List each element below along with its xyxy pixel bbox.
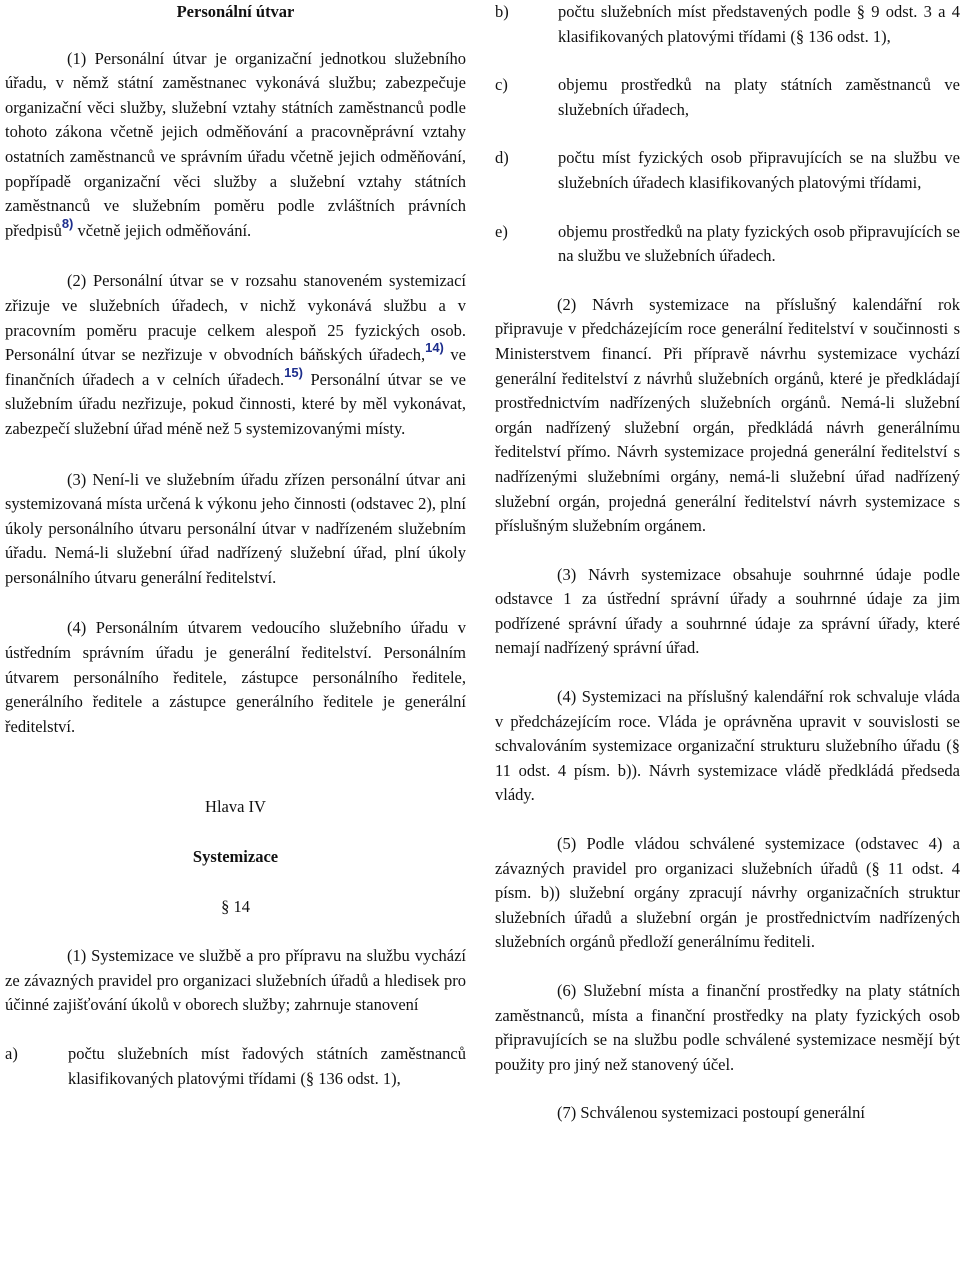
left-column: [5, 0, 466, 1091]
list-item-b-label: b): [495, 2, 509, 21]
paragraph-4: (4) Personálním útvarem vedoucího služebního úřadu v ústředním správním úřadu je generální ředitelství. Personálním útvarem personálního ředitele, zástupce personálního ředitele, generálního ředitele a zástupce generálního ředitele je generální ředitelství.: [5, 618, 466, 736]
paragraph-6-right: (6) Služební místa a finanční prostředky na platy státních zaměstnanců, místa a finanční prostředky na platy fyzických osob připravujících se na službu podle schválené systemizace nesmějí být použity pro jiný než stanovený účel.: [495, 981, 960, 1074]
right-column: [495, 0, 960, 1126]
paragraph-7-right: (7) Schválenou systemizaci postoupí generální: [557, 1103, 865, 1123]
paragraph-2-text-end: Personální útvar se ve služebním úřadu nezřizuje, pokud činnosti, které by měl vykonávat, zabezpečí služební úřad méně než 5 systemizovanými místy.: [5, 369, 466, 438]
list-item-a-text: počtu služebních míst řadových státních zaměstnanců klasifikovaných platovými třídami (§ 136 odst. 1),: [68, 1044, 466, 1088]
list-item-d: [495, 146, 960, 195]
chapter-title: Systemizace: [192, 847, 279, 867]
paragraph-2: [5, 269, 466, 441]
list-item-c: [495, 73, 960, 122]
paragraph-2-right: (2) Návrh systemizace na příslušný kalendářní rok připravuje v předcházejícím roce generální ředitelství v součinnosti s Ministerstvem financí. Při přípravě návrhu systemizace vychází generální ředitelství z návrhů služebních orgánů, které je předkládají prostřednictvím nadřízených služebních orgánů. Nemá-li služební orgán nadřízený služební orgán, předkládá návrh generálnímu ředitelství přímo. Návrh systemizace projedná generální ředitelství s nadřízenými služebními orgány, nemá-li služební úřad nadřízený služební orgán, projedná generální ředitelství návrh systemizace s příslušným služebním orgánem.: [495, 294, 960, 536]
list-item-d-text: počtu míst fyzických osob připravujících se na službu ve služebních úřadech klasifikovaných platovými třídami,: [558, 148, 960, 192]
paragraph-3-right: (3) Návrh systemizace obsahuje souhrnné údaje podle odstavce 1 za ústřední správní úřady a souhrnné údaje za jim podřízené správní úřady a souhrnné údaje za správní úřady, které nemají nadřízený správní úřad.: [495, 564, 960, 658]
list-item-c-text: objemu prostředků na platy státních zaměstnanců ve služebních úřadech,: [558, 75, 960, 119]
paragraph-2-text: (2) Personální útvar se v rozsahu stanoveném systemizací zřizuje ve služebních úřadech, v nichž vykonává službu a v pracovním poměru pracuje celkem alespoň 25 fyzických osob. Personální útvar se nezřizuje v obvodních báňských úřadech,: [5, 271, 466, 365]
list-item-a-label: a): [5, 1044, 18, 1063]
list-item-d-label: d): [495, 148, 509, 168]
list-item-e-text: objemu prostředků na platy fyzických osob připravujících se na službu ve služebních úřadech.: [558, 221, 960, 266]
paragraph-1-text: (1) Personální útvar je organizační jednotkou služebního úřadu, v němž státní zaměstnanec vykonává službu; zabezpečuje organizační věci služby, služební vztahy státních zaměstnanců podle tohoto zákona včetně jejich odměňování a pracovněprávní vztahy ostatních zaměstnanců ve správním úřadu včetně jejich odměňování, popřípadě organizační věci služby a služební vztahy státních zaměstnanců ve služebním poměru podle zvláštních právních předpisů: [5, 48, 466, 240]
paragraph-5-right: (5) Podle vládou schválené systemizace (odstavec 4) a závazných pravidel pro organizaci služebních úřadů (§ 11 odst. 4 písm. b)) služební orgány zpracují návrhy organizačních struktur služebních úřadů a služební orgán je prostřednictvím nadřízených služebních orgánů předloží generálnímu řediteli.: [495, 834, 960, 952]
list-item-a: [5, 1042, 466, 1091]
section-heading: Personální útvar: [176, 2, 295, 21]
section-14-paragraph-1: (1) Systemizace ve službě a pro přípravu na službu vychází ze závazných pravidel pro organizaci služebních úřadů a hledisek pro účinné zajišťování úkolů v oborech služby; zahrnuje stanovení: [5, 946, 466, 1015]
section-number: § 14: [221, 896, 250, 916]
list-item-b-text: počtu služebních míst představených podle § 9 odst. 3 a 4 klasifikovaných platovými třídami (§ 136 odst. 1),: [558, 2, 960, 46]
list-item-c-label: c): [495, 75, 508, 95]
footnote-ref-14[interactable]: 14): [425, 340, 444, 356]
footnote-ref-8[interactable]: 8): [61, 215, 74, 231]
paragraph-4-right: (4) Systemizaci na příslušný kalendářní rok schvaluje vláda v předcházejícím roce. Vláda je oprávněna upravit v souvislosti se schvalováním systemizace organizační strukturu služebního úřadu (§ 11 odst. 4 písm. b)). Návrh systemizace vládě předkládá předseda vlády.: [495, 687, 960, 805]
list-item-e-label: e): [495, 221, 508, 241]
paragraph-1-text-end: včetně jejich odměňování.: [73, 220, 252, 240]
paragraph-3: (3) Není-li ve služebním úřadu zřízen personální útvar ani systemizovaná místa určená k výkonu jeho činnosti (odstavec 2), plní úkoly personálního útvaru personální útvar v nadřízeném služebním úřadu. Nemá-li služební úřad nadřízený služební úřad, plní úkoly personálního útvaru generální ředitelství.: [5, 469, 466, 587]
paragraph-2-text-mid: ve finančních úřadech a v celních úřadech.: [5, 345, 467, 389]
list-item-e: [495, 220, 960, 269]
footnote-ref-15[interactable]: 15): [284, 364, 303, 380]
chapter-label: Hlava IV: [205, 797, 266, 817]
list-item-b: [495, 0, 960, 49]
paragraph-1: [5, 47, 466, 244]
